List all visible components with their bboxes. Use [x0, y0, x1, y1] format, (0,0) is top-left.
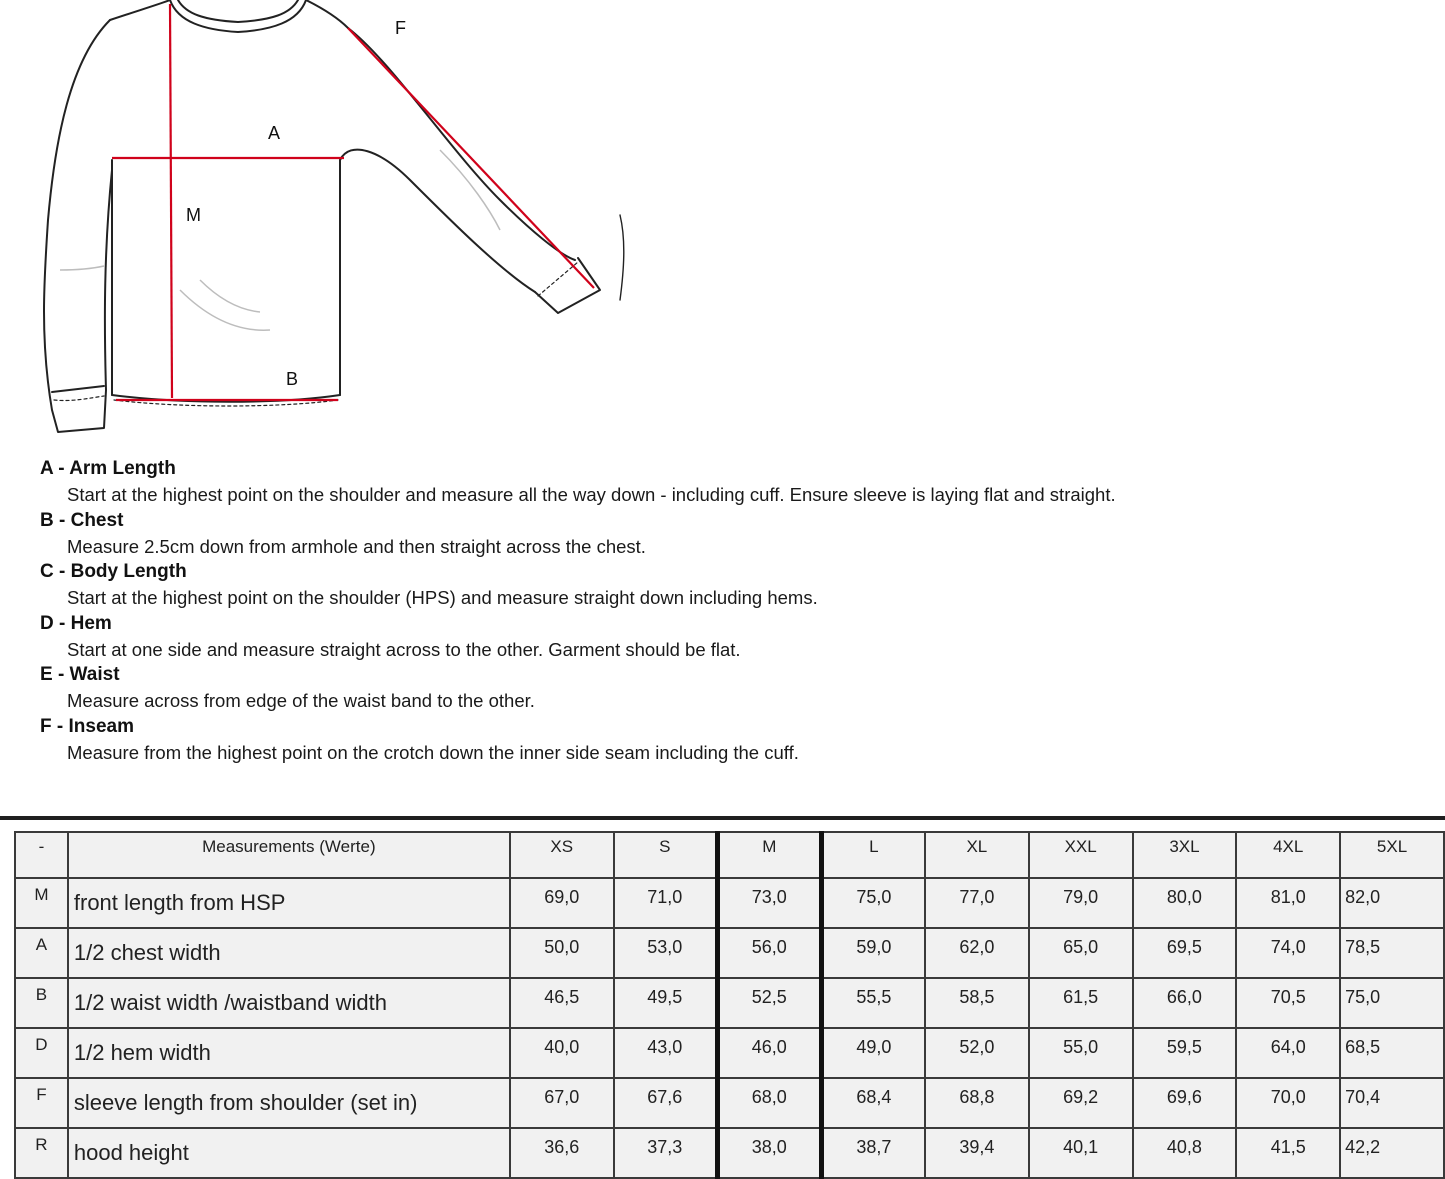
table-row: [15, 878, 1444, 928]
header-size-5xl: 5XL: [1340, 832, 1444, 878]
section-divider: [0, 816, 1445, 820]
cell-value: 59,0: [821, 928, 925, 978]
cell-value: 69,2: [1029, 1078, 1133, 1128]
cell-value: 40,0: [510, 1028, 614, 1078]
definition-inseam: [40, 714, 1140, 766]
row-code: F: [15, 1078, 68, 1128]
row-label: front length from HSP: [68, 878, 510, 928]
cell-value: 42,2: [1340, 1128, 1444, 1178]
header-size-l: L: [821, 832, 925, 878]
cell-value: 74,0: [1236, 928, 1340, 978]
header-code: -: [15, 832, 68, 878]
sweatshirt-outline: [44, 0, 624, 432]
garment-fold-shading: [60, 150, 500, 330]
cell-value: 39,4: [925, 1128, 1029, 1178]
table-row: [15, 1078, 1444, 1128]
cell-value: 70,5: [1236, 978, 1340, 1028]
cell-value: 55,0: [1029, 1028, 1133, 1078]
header-size-4xl: 4XL: [1236, 832, 1340, 878]
cell-value: 37,3: [614, 1128, 718, 1178]
cell-value: 69,0: [510, 878, 614, 928]
cell-value: 68,4: [821, 1078, 925, 1128]
definition-term: E - Waist: [40, 664, 120, 685]
cell-value: 49,0: [821, 1028, 925, 1078]
table-header-row: [15, 832, 1444, 878]
row-code: A: [15, 928, 68, 978]
row-label: hood height: [68, 1128, 510, 1178]
cell-value: 62,0: [925, 928, 1029, 978]
definition-text: Start at the highest point on the shoulder (HPS) and measure straight down including hems.: [67, 587, 818, 608]
cell-value: 68,8: [925, 1078, 1029, 1128]
cell-value: 79,0: [1029, 878, 1133, 928]
cell-value: 70,0: [1236, 1078, 1340, 1128]
cell-value: 77,0: [925, 878, 1029, 928]
header-size-xl: XL: [925, 832, 1029, 878]
cell-value: 43,0: [614, 1028, 718, 1078]
header-size-xxl: XXL: [1029, 832, 1133, 878]
header-size-xs: XS: [510, 832, 614, 878]
cell-value: 68,5: [1340, 1028, 1444, 1078]
cell-value: 52,5: [717, 978, 821, 1028]
cell-value: 70,4: [1340, 1078, 1444, 1128]
cell-value: 40,1: [1029, 1128, 1133, 1178]
cell-value: 36,6: [510, 1128, 614, 1178]
measurement-lines: [112, 4, 594, 400]
cell-value: 40,8: [1133, 1128, 1237, 1178]
cell-value: 69,5: [1133, 928, 1237, 978]
cell-value: 81,0: [1236, 878, 1340, 928]
cell-value: 69,6: [1133, 1078, 1237, 1128]
definition-text: Start at the highest point on the shoulder and measure all the way down - including cuff. Ensure sleeve is laying flat and straight.: [67, 484, 1116, 505]
cell-value: 38,0: [717, 1128, 821, 1178]
cell-value: 52,0: [925, 1028, 1029, 1078]
row-code: B: [15, 978, 68, 1028]
cell-value: 61,5: [1029, 978, 1133, 1028]
definition-term: A - Arm Length: [40, 458, 176, 479]
cell-value: 68,0: [717, 1078, 821, 1128]
row-code: M: [15, 878, 68, 928]
cell-value: 64,0: [1236, 1028, 1340, 1078]
definition-waist: [40, 662, 1140, 714]
row-code: D: [15, 1028, 68, 1078]
cell-value: 80,0: [1133, 878, 1237, 928]
definition-hem: [40, 611, 1140, 663]
front-length-line: [170, 4, 172, 398]
cell-value: 67,0: [510, 1078, 614, 1128]
cell-value: 75,0: [1340, 978, 1444, 1028]
definition-text: Start at one side and measure straight across to the other. Garment should be flat.: [67, 638, 741, 660]
cell-value: 53,0: [614, 928, 718, 978]
definition-text: Measure 2.5cm down from armhole and then straight across the chest.: [67, 535, 646, 557]
cell-value: 71,0: [614, 878, 718, 928]
header-size-m: M: [717, 832, 821, 878]
cell-value: 38,7: [821, 1128, 925, 1178]
definition-arm-length: [40, 456, 1140, 508]
cell-value: 67,6: [614, 1078, 718, 1128]
definition-text: Measure from the highest point on the crotch down the inner side seam including the cuff.: [67, 741, 799, 763]
row-label: 1/2 hem width: [68, 1028, 510, 1078]
table-row: [15, 978, 1444, 1028]
definition-text: Measure across from edge of the waist band to the other.: [67, 690, 535, 711]
cell-value: 78,5: [1340, 928, 1444, 978]
garment-diagram: [0, 0, 640, 450]
cell-value: 73,0: [717, 878, 821, 928]
cell-value: 41,5: [1236, 1128, 1340, 1178]
row-label: 1/2 waist width /waistband width: [68, 978, 510, 1028]
cell-value: 65,0: [1029, 928, 1133, 978]
diagram-label-b: B: [286, 369, 299, 389]
cell-value: 56,0: [717, 928, 821, 978]
header-size-s: S: [614, 832, 718, 878]
header-size-3xl: 3XL: [1133, 832, 1237, 878]
measurement-definitions: [40, 456, 1140, 765]
cell-value: 59,5: [1133, 1028, 1237, 1078]
size-chart-table: [14, 831, 1445, 1179]
definition-term: F - Inseam: [40, 715, 134, 737]
table-row: [15, 1128, 1444, 1178]
cell-value: 66,0: [1133, 978, 1237, 1028]
diagram-label-f: F: [395, 18, 406, 38]
diagram-label-a: A: [268, 123, 281, 143]
definition-chest: [40, 508, 1140, 560]
definition-term: D - Hem: [40, 612, 112, 634]
row-label: 1/2 chest width: [68, 928, 510, 978]
cell-value: 55,5: [821, 978, 925, 1028]
diagram-label-m: M: [186, 205, 201, 225]
cell-value: 46,5: [510, 978, 614, 1028]
cell-value: 82,0: [1340, 878, 1444, 928]
cell-value: 50,0: [510, 928, 614, 978]
definition-term: C - Body Length: [40, 561, 187, 582]
cell-value: 58,5: [925, 978, 1029, 1028]
definition-body-length: [40, 559, 1140, 611]
row-code: R: [15, 1128, 68, 1178]
definition-term: B - Chest: [40, 509, 124, 531]
cell-value: 75,0: [821, 878, 925, 928]
header-measurements: Measurements (Werte): [68, 832, 510, 878]
table-row: [15, 1028, 1444, 1078]
cell-value: 49,5: [614, 978, 718, 1028]
row-label: sleeve length from shoulder (set in): [68, 1078, 510, 1128]
table-row: [15, 928, 1444, 978]
sleeve-length-line: [348, 28, 594, 288]
cell-value: 46,0: [717, 1028, 821, 1078]
